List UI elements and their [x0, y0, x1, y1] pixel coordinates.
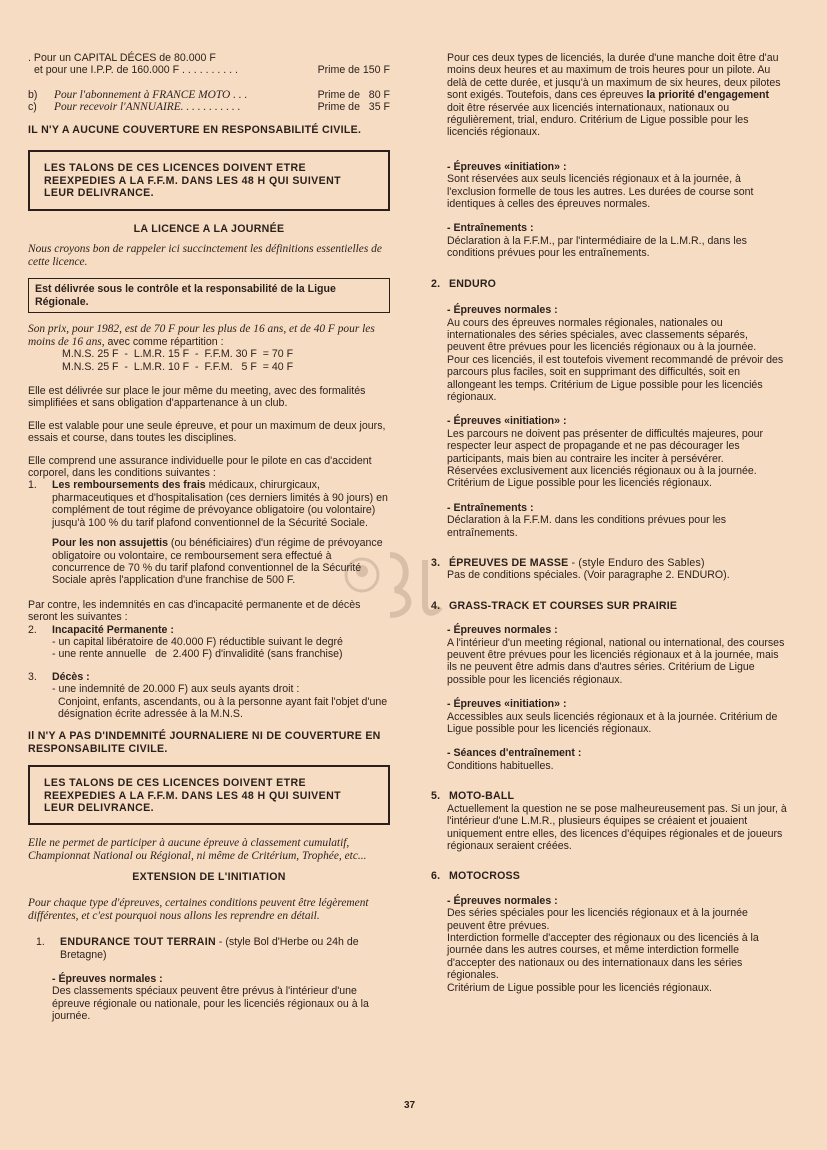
moto-ball-text: Actuellement la question ne se pose malheureusement pas. Si un jour, à l'intérieur d'une L.M.R., plusieurs équipes se créaient et jouaient uniquement entre elles, des licences d'équipes régionales et de joueurs régionaux seraient créées.	[447, 802, 787, 852]
option-b: b) Pour l'abonnement à FRANCE MOTO . . . Prime de 80 F	[28, 88, 390, 101]
watermark-stamp-icon	[340, 545, 460, 620]
no-cover-notice: IL N'Y A AUCUNE COUVERTURE EN RESPONSABILITÉ CIVILE.	[28, 124, 362, 136]
intro-paragraph: Nous croyons bon de rappeler ici succinctement les définitions essentielles de cette licence.	[28, 243, 382, 268]
contre-paragraph: Par contre, les indemnités en cas d'incapacité permanente et de décès seront les suivantes :	[28, 598, 361, 624]
heading-licence-journee: LA LICENCE A LA JOURNÉE	[133, 222, 285, 235]
item-3: 3. Décès : - une indemnité de 20.000 F) aux seuls ayants droit : Conjoint, enfants, ascendants, ou à la personne ayant fait l'objet d'une désignation écrite adressée à la M.N.S.	[28, 670, 388, 720]
grass-seances-text: Conditions habituelles.	[447, 759, 554, 772]
section-2-enduro: 2. ENDURO	[431, 277, 497, 290]
enduro-normales-subheading: - Épreuves normales :	[447, 304, 558, 317]
grass-initiation-subheading: - Épreuves «initiation» :	[447, 698, 567, 711]
masse-text: Pas de conditions spéciales. (Voir paragraphe 2. ENDURO).	[447, 569, 730, 582]
motocross-text-1: Des séries spéciales pour les licenciés régionaux et à la journée peuvent être prévues.	[447, 907, 748, 932]
notice-box-3: LES TALONS DE CES LICENCES DOIVENT ETRE REEXPEDIES A LA F.F.M. DANS LES 48 H QUI SUIVENT LEUR DELIVRANCE.	[28, 765, 390, 825]
grass-initiation-text: Accessibles aux seuls licenciés régionaux et à la journée. Critérium de Ligue possible pour les licenciés régionaux.	[447, 710, 778, 736]
notice-box-1: LES TALONS DE CES LICENCES DOIVENT ETRE REEXPEDIES A LA F.F.M. DANS LES 48 H QUI SUIVENT LEUR DELIVRANCE.	[28, 150, 390, 210]
grass-normales-text: A l'intérieur d'un meeting régional, national ou international, des courses peuvent être prévues pour les licenciés régionaux et à la journée, mais ils ne peuvent être admis dans d'autres séries. Critérium de Ligue possible pour les licenciés régionaux.	[447, 636, 785, 686]
prix-paragraph: Son prix, pour 1982, est de 70 F pour les plus de 16 ans, et de 40 F pour les moins de 16 ans, avec comme répartition :	[28, 323, 375, 348]
enduro-initiation-subheading: - Épreuves «initiation» :	[447, 415, 567, 428]
enduro-normales-text: Au cours des épreuves normales régionales, nationales ou internationales des séries spéciales, avec classements séparés, peuvent être prévues pour les licenciés régionaux ou à la journée.	[447, 316, 757, 354]
section-3-masse: 3. ÉPREUVES DE MASSE - (style Enduro des Sables)	[431, 557, 705, 569]
section-4-grass-track: 4. GRASS-TRACK ET COURSES SUR PRAIRIE	[431, 599, 678, 612]
section-5-moto-ball: 5. MOTO-BALL	[431, 790, 515, 803]
grass-normales-subheading: - Épreuves normales :	[447, 624, 558, 637]
assurance-paragraph: Elle comprend une assurance individuelle pour le pilote en cas d'accident corporel, dans les conditions suivantes :	[28, 454, 372, 480]
item-1-non-assujettis: Pour les non assujettis (ou bénéficiaires) d'un régime de prévoyance obligatoire ou volontaire, ce remboursement sera effectué à concurrence de 70 % du tarif plafond conventionnel de la Sécurité Sociale après l'application d'une franchise de 500 F.	[52, 537, 383, 587]
repartition-70: M.N.S. 25 F - L.M.R. 15 F - F.F.M. 30 F = 70 F	[62, 348, 294, 361]
item-1: 1. Les remboursements des frais médicaux, chirurgicaux, pharmaceutiques et d'hospitalisation (ces derniers limités à 90 jours) en complément de tout régime de prévoyance obligatoire (ou volontaire) jusqu'à 100 % du tarif plafond conventionnel de la Sécurité Sociale.	[28, 479, 388, 529]
item-2: 2. Incapacité Permanente : - un capital libératoire de 40.000 F) réductible suivant le degré - une rente annuelle de 2.400 F) d'invalidité (sans franchise)	[28, 623, 343, 661]
enduro-initiation-text-2: Réservées exclusivement aux licenciés régionaux ou à la journée. Critérium de Ligue possible pour les licenciés régionaux.	[447, 464, 757, 490]
capital-line-2: et pour une I.P.P. de 160.000 F . . . . . . . . . . Prime de 150 F	[34, 64, 390, 77]
initiation-text: Sont réservées aux seuls licenciés régionaux et à la journée, à l'exclusion formelle de tous les autres. Les durées de course sont identiques à celles des épreuves normales.	[447, 173, 754, 211]
entrainements-subheading: - Entraînements :	[447, 222, 534, 235]
page-number: 37	[404, 1100, 416, 1111]
motocross-text-3: Critérium de Ligue possible pour les licenciés régionaux.	[447, 981, 712, 994]
repartition-40: M.N.S. 25 F - L.M.R. 10 F - F.F.M. 5 F = 40 F	[62, 360, 294, 373]
right-column	[431, 52, 787, 994]
heading-extension: EXTENSION DE L'INITIATION	[132, 870, 286, 883]
durée-paragraph: Pour ces deux types de licenciés, la durée d'une manche doit être d'au moins deux heures et au maximum de trois heures pour un pilote. Au delà de cette durée, et jusqu'à un maximum de six heures, deux pilotes sont exigés. Toutefois, dans ces épreuves la priorité d'engagement doit être réservée aux licenciés internationaux, nationaux ou régulièrement, trial, enduro. Critérium de Ligue possible pour les licenciés régionaux.	[447, 52, 781, 139]
enduro-normales-text-2: Pour ces licenciés, il est toutefois vivement recommandé de prévoir des parcours plus faciles, soit en supprimant des difficultés, soit en allongeant les temps. Critérium de Ligue possible pour les licenciés régionaux.	[447, 353, 784, 403]
motocross-text-2: Interdiction formelle d'accepter des régionaux ou des licenciés à la journée dans les autres courses, et même interdiction formelle d'accepter des nationaux ou des internationaux dans les séries régionales.	[447, 931, 759, 982]
entrainements-text: Déclaration à la F.F.M., par l'intermédiaire de la L.M.R., dans les conditions prévues pour les entraînements.	[447, 234, 747, 260]
option-c: c) Pour recevoir l'ANNUAIRE. . . . . . . . . . . Prime de 35 F	[28, 101, 390, 114]
valable-paragraph: Elle est valable pour une seule épreuve, et pour un maximum de deux jours, essais et course, dans toutes les disciplines.	[28, 419, 386, 445]
notice-box-2: Est délivrée sous le contrôle et la responsabilité de la Ligue Régionale.	[28, 278, 390, 313]
enduro-entrainements-text: Déclaration à la F.F.M. dans les conditions prévues pour les entraînements.	[447, 514, 727, 539]
no-indemnity-notice: Il N'Y A PAS D'INDEMNITÉ JOURNALIERE NI DE COUVERTURE EN RESPONSABILITE CIVILE.	[28, 730, 381, 755]
left-column	[28, 52, 390, 1023]
enduro-initiation-text: Les parcours ne doivent pas présenter de difficultés majeures, pour respecter leur aspect de propagande et ne pas décourager les participants, mais bien au contraire les inciter à persévérer.	[447, 427, 764, 465]
pour-chaque-paragraph: Pour chaque type d'épreuves, certaines conditions peuvent être légèrement différentes, et c'est pourquoi nous allons les reprendre en détail.	[28, 897, 369, 922]
enduro-entrainements-subheading: - Entraînements :	[447, 501, 534, 514]
grass-seances-subheading: - Séances d'entraînement :	[447, 747, 582, 760]
ne-permet-paragraph: Elle ne permet de participer à aucune épreuve à classement cumulatif, Championnat National ou Régional, ni même de Critérium, Trophée, etc...	[28, 837, 367, 862]
section-1-body: - Épreuves normales : Des classements spéciaux peuvent être prévus à l'intérieur d'une épreuve régionale ou nationale, pour les licenciés régionaux ou à la journée.	[52, 973, 369, 1023]
initiation-subheading: - Épreuves «initiation» :	[447, 160, 567, 173]
delivree-paragraph: Elle est délivrée sur place le jour même du meeting, avec des formalités simplifiées et sans obligation d'appartenance à un club.	[28, 385, 366, 410]
motocross-normales-subheading: - Épreuves normales :	[447, 894, 558, 907]
capital-line-1: . Pour un CAPITAL DÉCES de 80.000 F	[28, 52, 216, 64]
section-6-motocross: 6. MOTOCROSS	[431, 870, 521, 883]
section-1-endurance: 1. ENDURANCE TOUT TERRAIN - (style Bol d'Herbe ou 24h de Bretagne)	[36, 936, 359, 961]
